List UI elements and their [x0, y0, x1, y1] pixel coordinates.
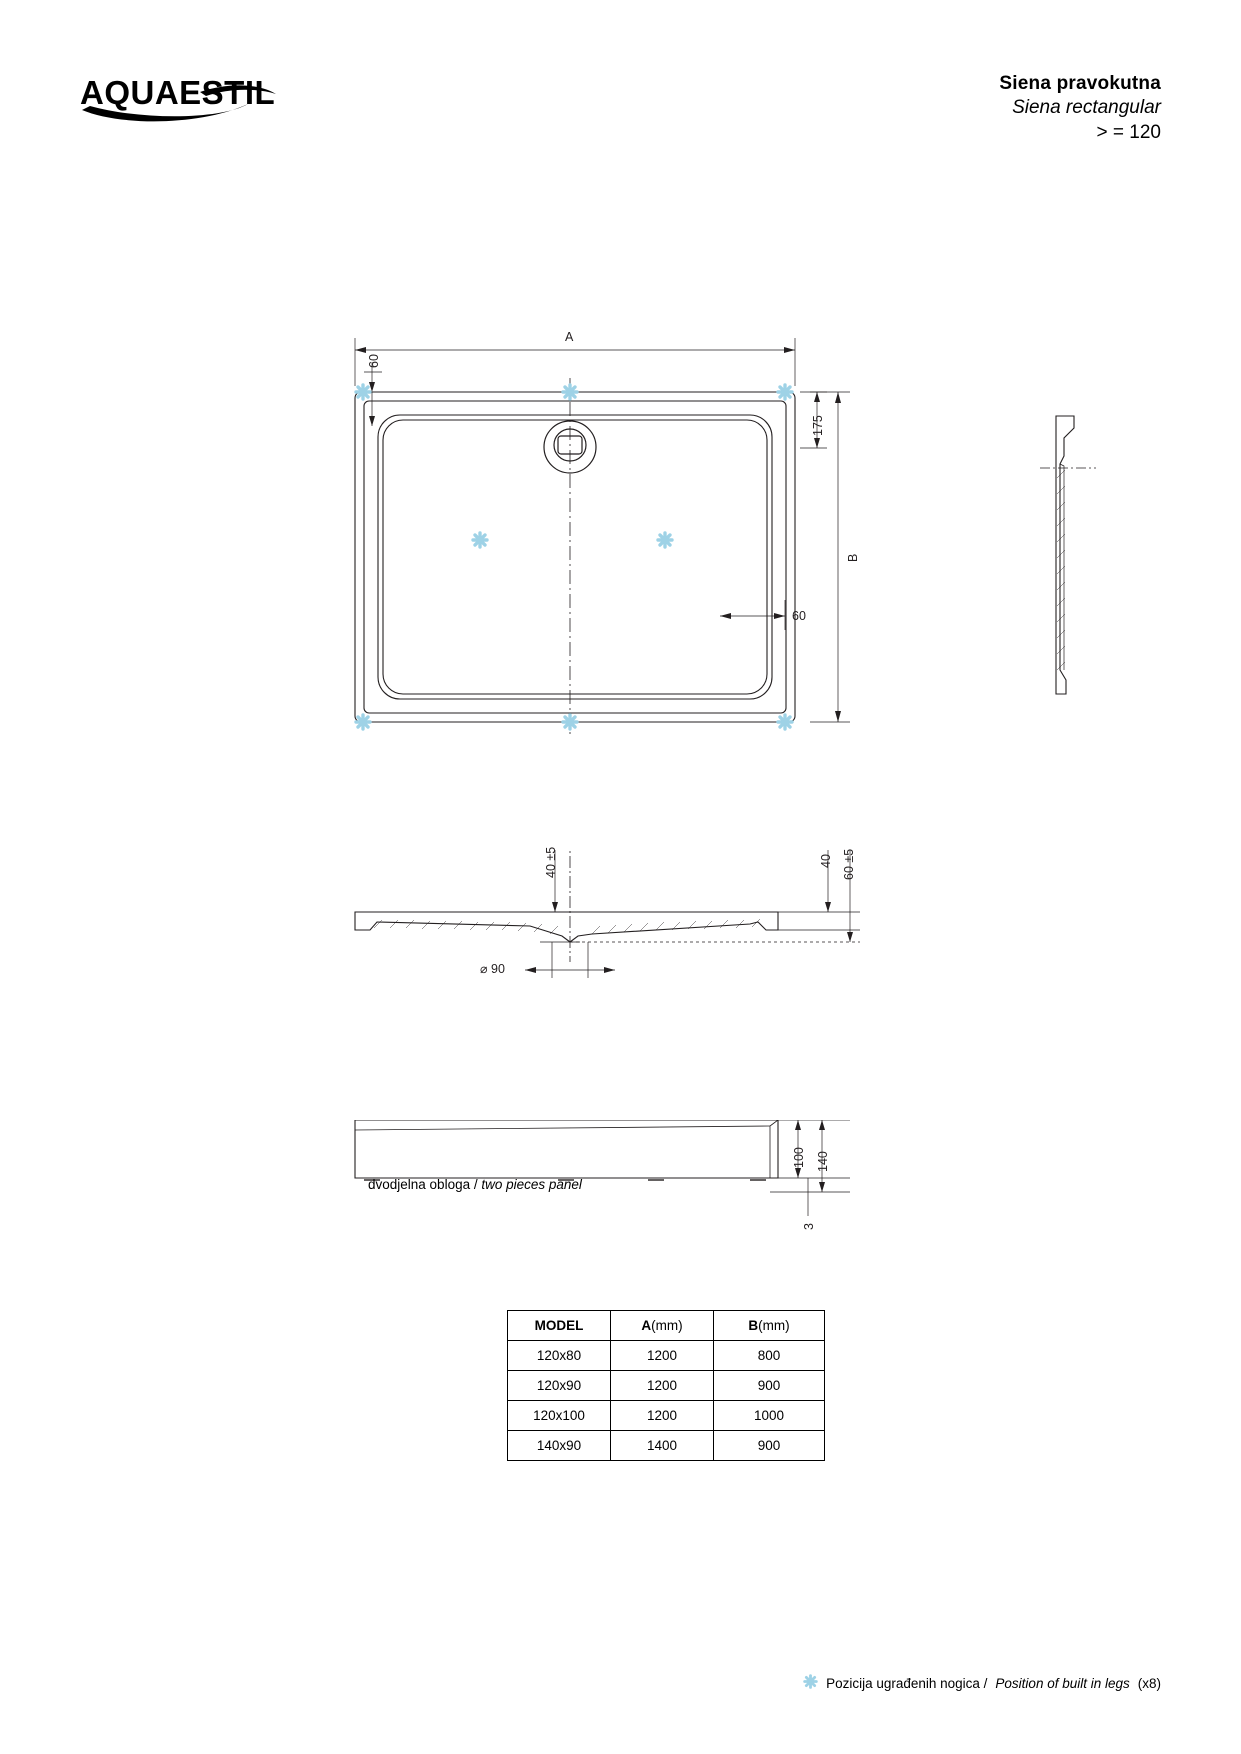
dim-label-140: 140	[816, 1151, 830, 1172]
dim-label-diameter-90: ⌀ 90	[480, 962, 505, 976]
table-cell-b: 900	[714, 1431, 825, 1461]
panel-view-drawing	[330, 1120, 890, 1280]
table-header-row	[508, 1311, 825, 1341]
dim-label-A: A	[565, 330, 574, 344]
dim-label-60pm5: 60 ±5	[842, 848, 856, 880]
page-title-block	[999, 72, 1161, 145]
table-cell-model: 120x90	[508, 1371, 611, 1401]
table-header-b-unit: (mm)	[758, 1318, 790, 1333]
table-header-b	[714, 1311, 825, 1341]
dim-label-60-top-left: 60	[367, 354, 381, 368]
dim-label-100: 100	[792, 1147, 806, 1168]
table-row	[508, 1431, 825, 1461]
page-size-spec: > = 120	[1096, 121, 1161, 143]
table-header-a-unit: (mm)	[651, 1318, 683, 1333]
table-cell-model: 140x90	[508, 1431, 611, 1461]
dim-label-B: B	[846, 553, 860, 562]
legend-note-en: Position of built in legs	[995, 1675, 1130, 1691]
leg-position-icon	[803, 1674, 818, 1692]
table-cell-a: 1200	[611, 1401, 714, 1431]
table-cell-a: 1400	[611, 1431, 714, 1461]
panel-caption-en: two pieces panel	[481, 1177, 582, 1192]
panel-caption	[368, 1177, 582, 1192]
legend-note-hr: Pozicija ugrađenih nogica /	[826, 1675, 988, 1691]
table-row	[508, 1371, 825, 1401]
table-cell-a: 1200	[611, 1341, 714, 1371]
page-title: Siena pravokutna	[999, 73, 1161, 94]
panel-caption-hr: dvodjelna obloga /	[368, 1177, 482, 1192]
table-header-a	[611, 1311, 714, 1341]
table-row	[508, 1401, 825, 1431]
table-cell-model: 120x80	[508, 1341, 611, 1371]
side-profile-drawing	[1020, 408, 1110, 768]
legend-note	[803, 1674, 1161, 1692]
dim-label-175: 175	[811, 415, 825, 436]
top-view-drawing	[330, 330, 890, 750]
table-header-model: MODEL	[508, 1311, 611, 1341]
table-row	[508, 1341, 825, 1371]
dim-label-40: 40	[819, 854, 833, 868]
table-header-a-letter: A	[641, 1318, 652, 1333]
svg-text:AQUAESTIL: AQUAESTIL	[80, 74, 276, 111]
table-header-b-letter: B	[748, 1318, 759, 1333]
table-cell-b: 900	[714, 1371, 825, 1401]
aquaestil-logo	[80, 70, 310, 126]
model-dimensions-table	[507, 1310, 825, 1461]
table-cell-a: 1200	[611, 1371, 714, 1401]
dim-label-40pm5: 40 ±5	[544, 846, 558, 878]
legend-note-count: (x8)	[1137, 1675, 1161, 1691]
dim-label-3: 3	[802, 1223, 816, 1230]
section-view-drawing	[330, 846, 890, 1050]
table-cell-b: 1000	[714, 1401, 825, 1431]
table-cell-model: 120x100	[508, 1401, 611, 1431]
table-cell-b: 800	[714, 1341, 825, 1371]
dim-label-60-right: 60	[792, 609, 806, 623]
page-subtitle: Siena rectangular	[1012, 97, 1161, 119]
